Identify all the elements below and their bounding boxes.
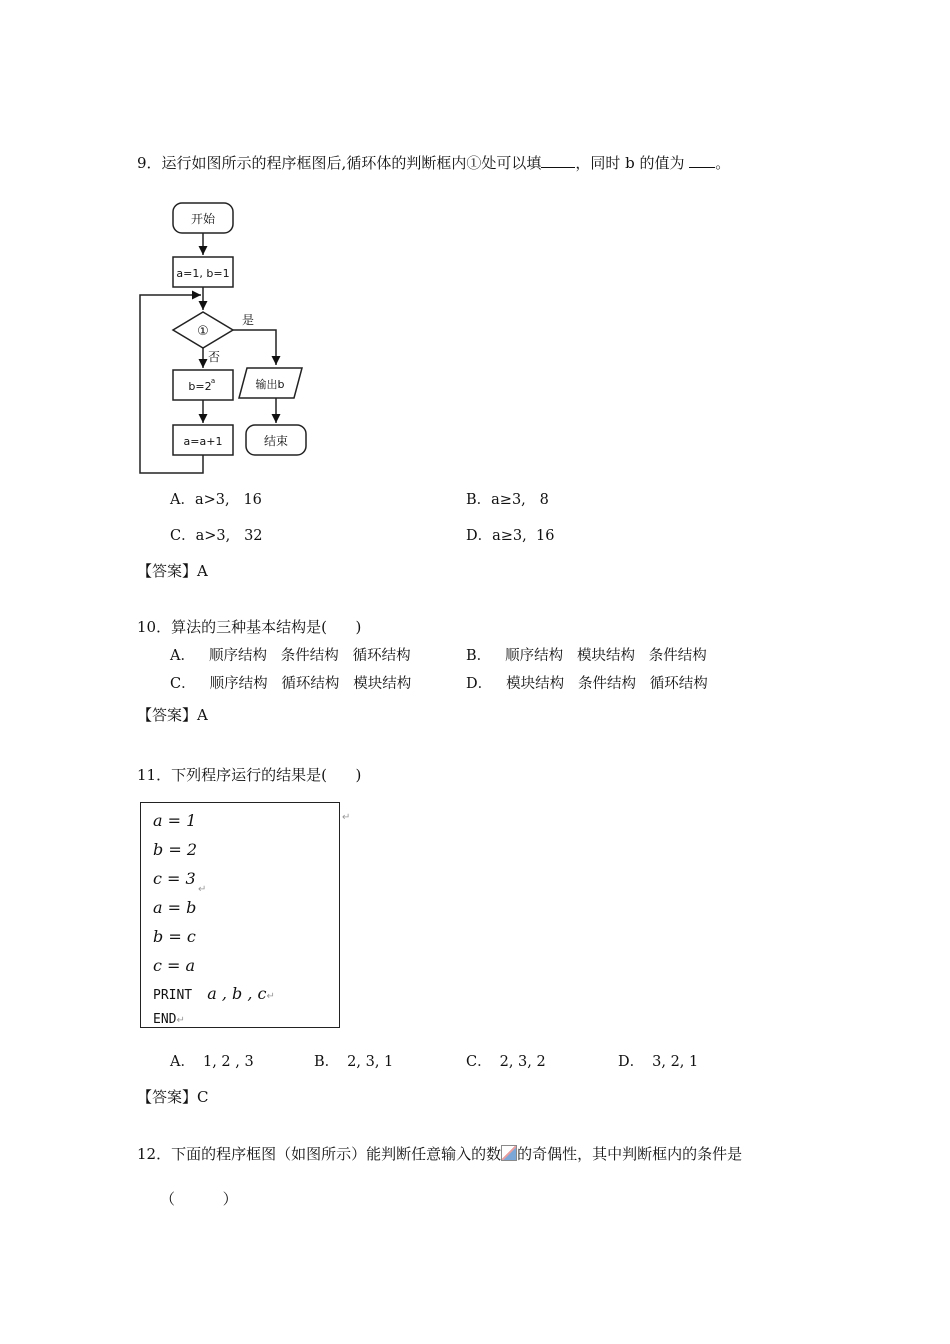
flow-end-label: 结束 bbox=[263, 434, 289, 448]
q9-option-d-text: a≥3, 16 bbox=[492, 528, 555, 544]
q11-answer bbox=[137, 1086, 209, 1107]
code-line-end bbox=[153, 1008, 185, 1027]
q9-option-a-label: A． bbox=[170, 492, 195, 508]
code-line-3-text: c = 3 bbox=[153, 869, 196, 888]
q10-option-a[interactable] bbox=[170, 644, 411, 665]
code-line-3 bbox=[153, 869, 196, 888]
code-print-args: a , b , c bbox=[207, 984, 267, 1003]
q11-number: 11． bbox=[137, 766, 172, 784]
q10-number: 10． bbox=[137, 618, 172, 636]
code-end-keyword: END bbox=[153, 1012, 177, 1027]
q9-blank-2 bbox=[689, 153, 715, 168]
q10-option-b-text: 顺序结构 模块结构 条件结构 bbox=[505, 648, 707, 664]
q9-flowchart bbox=[130, 195, 320, 485]
q11-answer-value: C bbox=[197, 1088, 209, 1106]
q9-option-a-text: a>3, 16 bbox=[194, 492, 262, 508]
flow-no-label: 否 bbox=[207, 350, 221, 364]
flow-assign-b-label: b=2 bbox=[188, 380, 212, 393]
q9-stem bbox=[137, 152, 730, 173]
q11-option-d-text: 3, 2, 1 bbox=[652, 1054, 699, 1070]
broken-image-icon bbox=[501, 1145, 517, 1161]
flow-output-label: 输出b bbox=[255, 378, 285, 391]
q10-option-d[interactable] bbox=[466, 672, 708, 693]
q9-option-d-label: D． bbox=[466, 528, 493, 544]
code-line-print bbox=[153, 984, 275, 1003]
return-mark: ↵ bbox=[266, 991, 275, 1002]
q11-text: 下列程序运行的结果是( ) bbox=[171, 766, 362, 784]
q10-answer bbox=[137, 704, 208, 725]
return-mark: ↵ bbox=[342, 812, 351, 823]
q9-answer-label: 【答案】 bbox=[137, 562, 198, 580]
q11-option-b-text: 2, 3, 1 bbox=[347, 1054, 394, 1070]
q9-text-c: 。 bbox=[715, 154, 731, 172]
q11-option-d[interactable] bbox=[618, 1050, 698, 1071]
q11-code-box bbox=[140, 802, 340, 1028]
code-line-6 bbox=[153, 956, 195, 975]
q11-option-a[interactable] bbox=[170, 1050, 254, 1071]
q10-answer-value: A bbox=[197, 706, 208, 724]
flow-increment-label: a=a+1 bbox=[183, 435, 223, 448]
q9-answer-value: A bbox=[197, 562, 208, 580]
q12-text-a: 下面的程序框图（如图所示）能判断任意输入的数 bbox=[171, 1145, 502, 1163]
q11-stem bbox=[137, 764, 361, 785]
q9-option-c-label: C． bbox=[170, 528, 196, 544]
return-mark: ↵ bbox=[176, 1015, 185, 1026]
q9-option-d[interactable] bbox=[466, 524, 554, 545]
q9-option-a[interactable] bbox=[170, 488, 262, 509]
q10-option-b[interactable] bbox=[466, 644, 707, 665]
q11-option-c-label: C． bbox=[466, 1054, 492, 1070]
q9-option-c[interactable] bbox=[170, 524, 263, 545]
code-line-2 bbox=[153, 840, 197, 859]
q10-option-a-label: A． bbox=[170, 648, 195, 664]
flow-yes-label: 是 bbox=[241, 313, 255, 327]
q10-text: 算法的三种基本结构是( ) bbox=[171, 618, 362, 636]
code-line-4-text: a = b bbox=[153, 898, 197, 917]
flow-init-label: a=1, b=1 bbox=[176, 267, 230, 280]
q11-option-d-label: D． bbox=[618, 1054, 645, 1070]
flow-start-label: 开始 bbox=[190, 212, 216, 226]
q11-option-b[interactable] bbox=[314, 1050, 393, 1071]
q10-option-c[interactable] bbox=[170, 672, 411, 693]
code-line-1 bbox=[153, 811, 196, 830]
code-line-2-text: b = 2 bbox=[153, 840, 197, 859]
return-mark: ↵ bbox=[198, 884, 207, 895]
q12-number: 12． bbox=[137, 1145, 172, 1163]
q10-option-c-label: C． bbox=[170, 676, 196, 692]
q9-answer bbox=[137, 560, 208, 581]
q10-option-c-text: 顺序结构 循环结构 模块结构 bbox=[209, 676, 412, 692]
code-line-5-text: b = c bbox=[153, 927, 196, 946]
q11-answer-label: 【答案】 bbox=[137, 1088, 198, 1106]
q11-option-c[interactable] bbox=[466, 1050, 546, 1071]
q9-blank-1 bbox=[541, 153, 575, 168]
flow-cond-label: ① bbox=[197, 324, 209, 339]
q12-answer-paren: （ ） bbox=[160, 1190, 238, 1208]
q12-text-b: 的奇偶性，其中判断框内的条件是 bbox=[517, 1145, 743, 1163]
q10-answer-label: 【答案】 bbox=[137, 706, 198, 724]
q10-option-d-text: 模块结构 条件结构 循环结构 bbox=[506, 676, 708, 692]
q10-stem bbox=[137, 616, 361, 637]
q9-option-b-label: B． bbox=[466, 492, 492, 508]
q9-number: 9． bbox=[137, 154, 162, 172]
q9-option-b[interactable] bbox=[466, 488, 549, 509]
q9-option-c-text: a>3, 32 bbox=[195, 528, 263, 544]
code-line-4 bbox=[153, 898, 196, 917]
q11-option-c-text: 2, 3, 2 bbox=[499, 1054, 546, 1070]
code-line-1-text: a = 1 bbox=[153, 811, 197, 830]
q10-option-a-text: 顺序结构 条件结构 循环结构 bbox=[208, 648, 411, 664]
q9-option-b-text: a≥3, 8 bbox=[491, 492, 549, 508]
q11-option-a-text: 1, 2 , 3 bbox=[202, 1054, 254, 1070]
q10-option-d-label: D． bbox=[466, 676, 493, 692]
code-line-6-text: c = a bbox=[153, 956, 196, 975]
q11-option-b-label: B． bbox=[314, 1054, 340, 1070]
code-print-keyword: PRINT bbox=[153, 988, 193, 1003]
q12-stem bbox=[137, 1143, 742, 1164]
q9-text-a: 运行如图所示的程序框图后,循环体的判断框内①处可以填 bbox=[161, 154, 542, 172]
flow-assign-b-exp: a bbox=[210, 377, 216, 385]
q11-option-a-label: A． bbox=[170, 1054, 195, 1070]
q10-option-b-label: B． bbox=[466, 648, 492, 664]
code-line-5 bbox=[153, 927, 196, 946]
q9-text-b: ，同时 b 的值为 bbox=[575, 154, 690, 172]
